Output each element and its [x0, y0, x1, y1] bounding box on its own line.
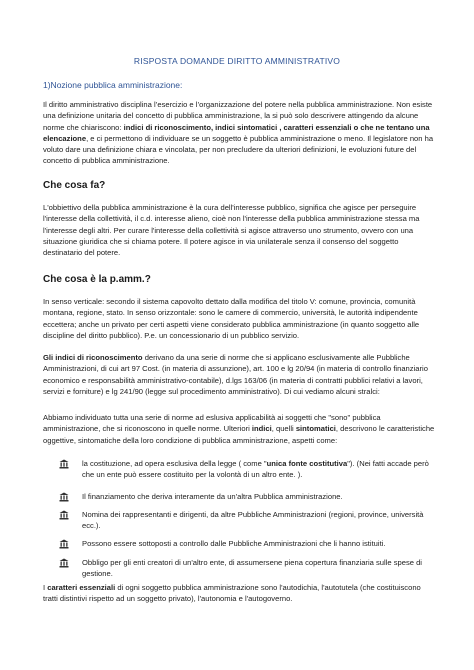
heading-che-cosa-pamm: Che cosa è la p.amm.?	[43, 274, 151, 285]
paragraph-senso: In senso verticale: secondo il sistema capovolto dettato dalla modifica del titolo V: comune, provincia, comunità montana, regione, stato. In senso orizzontale: sono le camere di commercio, università, le autorità indipendente eccettera; anche un privato per certi aspetti viene considerato pubblica amministrazione (in quanto soggetto alle discipline del diritto pubblico). P.e. un concessionario di un pubblico servizio.	[43, 297, 420, 340]
paragraph-indici-text: derivano da una serie di norme che si applicano esclusivamente alle Pubbliche Amministrazioni, di cui art 97 Cost. (in materia di assunzione), art. 100 e lg 20/94 (in materia di controllo finanziario economico e responsabilità amministrativo-contabile), d.lgs 163/06 (in materia di contratti pubblici relativi a lavori, servizi e forniture) e lg 241/90 (legge sul procedimento amministrativo). Di cui vediamo alcuni stralci:	[43, 353, 428, 396]
paragraph-indici-riconoscimento	[43, 352, 437, 397]
paragraph-intro-bold: indici di riconoscimento, indici sintomatici , caratteri essenziali o che ne tentano una elencazione	[43, 122, 430, 143]
paragraph-intro-text-1: Il diritto amministrativo disciplina l’esercizio e l’organizzazione del potere nella pubblica amministrazione. Non esiste una definizione unitaria del concetto di pubblica amministrazione, la si può solo descrivere attingendo da alcune norme che chiariscono:	[43, 100, 433, 132]
paragraph-caratteri-bold: caratteri essenziali	[47, 583, 116, 592]
list-item-bold: unica fonte costitutiva	[266, 459, 348, 468]
list-item-text-part: "). (Nei fatti accade però che un ente può essere costituito per la volontà di un altro ente. ).	[82, 459, 429, 480]
building-bullet-icon	[59, 459, 69, 469]
list-item-text: Nomina dei rappresentanti e dirigenti, da altre Pubbliche Amministrazioni (regioni, province, università ecc.).	[82, 510, 424, 531]
list-item-text-part: la costituzione, ad opera esclusiva della legge ( come "	[82, 459, 267, 468]
paragraph-sintomatici-bold-2: sintomatici	[295, 424, 336, 434]
paragraph-indici-sintomatici	[43, 412, 437, 446]
list-item-text	[82, 458, 437, 481]
paragraph-sintomatici-text-1: Abbiamo individuato tutta una serie di norme ad eslusiva applicabilità ai soggetti che "sono" pubblica amministrazione, che si riconoscono in quelle norme. Ulteriori	[43, 413, 381, 434]
paragraph-caratteri-text-2: di ogni soggetto pubblica amministrazione sono l'autodichia, l'autotutela (che costituiscono tratti distintivi rispetto ad un soggetto privato), l'autonomia e l'autogoverno.	[43, 583, 421, 604]
paragraph-indici-bold: Gli indici di riconoscimento	[43, 353, 143, 362]
paragraph-caratteri-essenziali	[43, 582, 437, 605]
building-bullet-icon	[59, 510, 69, 520]
paragraph-sintomatici-text-2: , quelli	[271, 424, 296, 434]
paragraph-intro-text-2: , e ci permettono di individuare se un soggetto è pubblica amministrazione o meno. Il legislatore non ha voluto dare una definizione chiara e vincolata, per non precludere da ulteriori definizioni, le evoluzioni future del concetto di pubblica amministrazione.	[43, 133, 434, 166]
paragraph-sintomatici-text-3: , descrivono le caratteristiche oggettive, sintomatiche della loro condizione di pubblica amministrazione, aspetti come:	[43, 424, 435, 445]
section-heading-nozione: 1)Nozione pubblica amministrazione:	[43, 80, 183, 90]
list-item-text: Possono essere sottoposti a controllo dalle Pubbliche Amministrazioni che li hanno istituiti.	[82, 539, 386, 548]
list-item-text: Obbligo per gli enti creatori di un'altro ente, di assumersene piena copertura finanziaria sulle spese di gestione.	[82, 558, 422, 579]
paragraph-intro	[43, 99, 437, 167]
paragraph-obbiettivo: L'obbiettivo della pubblica amministrazione è la cura dell'interesse pubblico, significa che agisce per perseguire l'interesse della collettività, il c.d. interesse alieno, cioè non l'interesse della pubblica amministrazione stessa ma l'interesse degli altri. Per curare l'interesse della collettività si agisce attraverso uno strumento, ovvero con una situazione giuridica che si chiama potere. Il potere agisce in via unilaterale senza il consenso del soggetto destinatario del potere.	[43, 203, 420, 258]
heading-che-cosa-fa: Che cosa fa?	[43, 180, 106, 191]
building-bullet-icon	[59, 558, 69, 568]
building-bullet-icon	[59, 492, 69, 502]
paragraph-sintomatici-bold-1: indici	[251, 424, 272, 434]
list-item-text: Il finanziamento che deriva interamente da un'altra Pubblica amministrazione.	[82, 492, 343, 501]
document-title: RISPOSTA DOMANDE DIRITTO AMMINISTRATIVO	[133, 56, 341, 66]
paragraph-caratteri-text-1: I	[43, 583, 48, 592]
building-bullet-icon	[59, 539, 69, 549]
